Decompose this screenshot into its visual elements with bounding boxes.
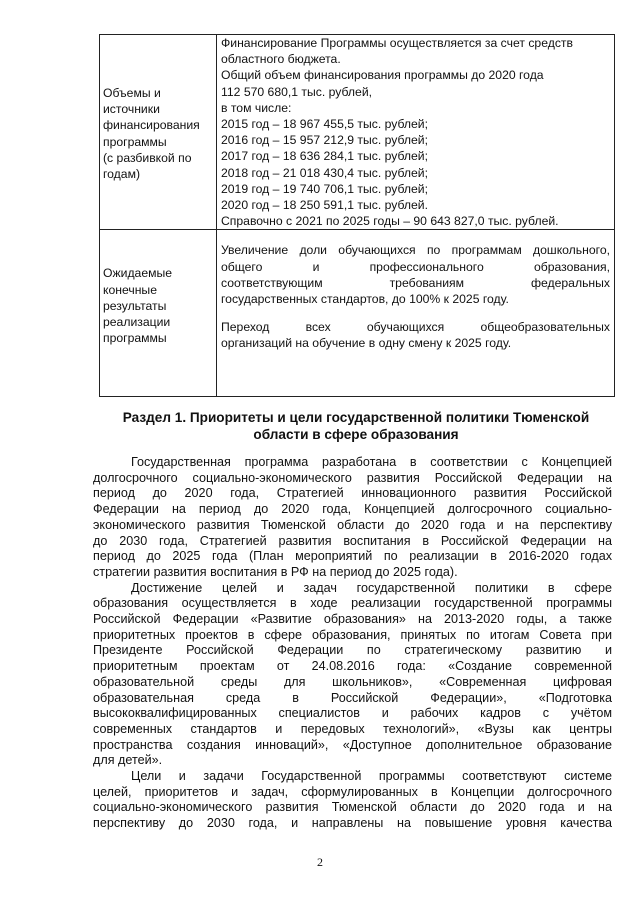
text-line: пространства создания инноваций», «Доступное дополнительное образование [93, 737, 612, 752]
text-line: результаты [103, 298, 167, 313]
text-line: Увеличение доли обучающихся по программам дошкольного, [221, 243, 610, 258]
text-line: Государственная программа разработана в соответствии с Концепцией [131, 455, 612, 469]
text-line: соответствующим требованиям федеральных [221, 275, 610, 290]
text-line: период до 2020 года, Стратегией инновационного развития Российской [93, 486, 612, 501]
text-line: образовательной среды для школьников», «Современная цифровая [93, 674, 612, 689]
text-line: образования осуществляется в ходе реализации государственной программы [93, 596, 612, 611]
text-line: долгосрочного социально-экономического развития Российской Федерации на [93, 470, 612, 485]
section-heading-line-1: Раздел 1. Приоритеты и цели государственной политики Тюменской [122, 410, 590, 425]
page-number: 2 [317, 855, 323, 869]
text-line: приоритетным проектам от 24.08.2016 года: «Создание современной [93, 659, 612, 674]
text-line: современных стандартов и передовых технологий», «Вузы как центры [93, 721, 612, 736]
results-value [217, 230, 614, 351]
results-label [100, 230, 216, 348]
text-line: 2020 год – 18 250 591,1 тыс. рублей. [221, 198, 428, 213]
text-line: Достижение целей и задач государственной политики в сфере [131, 580, 612, 595]
text-line: Ожидаемые [103, 266, 173, 281]
text-line: 112 570 680,1 тыс. рублей, [221, 84, 373, 99]
text-line: источники [103, 102, 160, 117]
text-line: программы [103, 134, 167, 149]
text-line: 2016 год – 15 957 212,9 тыс. рублей; [221, 133, 428, 148]
text-line: в том числе: [221, 100, 292, 115]
text-line: Объемы и [103, 86, 161, 100]
body-paragraph [93, 769, 612, 832]
text-line: Президенте Российской Федерации по стратегическому развитию и [93, 643, 612, 658]
text-line: Общий объем финансирования программы до 2020 года [221, 68, 544, 83]
text-line: Переход всех обучающихся общеобразовательных [221, 320, 610, 335]
text-line: приоритетных проектов в сфере образования, принятых по итогам Совета при [93, 627, 612, 642]
text-line: высококвалифицированных специалистов и рабочих кадров с учётом [93, 706, 612, 721]
text-line: реализации [103, 315, 171, 330]
financing-value [217, 35, 614, 229]
text-line: для детей». [93, 753, 163, 768]
body-paragraph [93, 581, 612, 769]
program-passport-table [99, 34, 615, 397]
section-heading [96, 410, 616, 443]
body-text [93, 455, 612, 832]
financing-value-cell [217, 35, 615, 230]
text-line: организаций на обучение в одну смену к 2025 году. [221, 336, 512, 351]
text-line: 2019 год – 19 740 706,1 тыс. рублей; [221, 181, 428, 196]
text-line: целей, приоритетов и задач, сформулированных в Концепции долгосрочного [93, 784, 612, 799]
table-row-financing [100, 35, 615, 230]
text-line: период до 2025 года (План мероприятий по реализации в 2016-2020 годах [93, 549, 612, 564]
text-line: финансирования [103, 118, 200, 133]
text-line: Цели и задачи Государственной программы соответствуют системе [131, 769, 612, 784]
text-line: 2015 год – 18 967 455,5 тыс. рублей; [221, 117, 428, 132]
text-line: (с разбивкой по [103, 150, 192, 165]
text-line: Справочно с 2021 по 2025 годы – 90 643 827,0 тыс. рублей. [221, 214, 559, 229]
text-line: экономического развития Тюменской области до 2020 года и на перспективу [93, 517, 612, 532]
text-line: 2018 год – 21 018 430,4 тыс. рублей; [221, 165, 428, 180]
text-line: Федерации на период до 2020 года, Концепцией долгосрочного социально- [93, 502, 612, 517]
text-line: программы [103, 331, 167, 346]
text-line: 2017 год – 18 636 284,1 тыс. рублей; [221, 149, 428, 164]
results-paragraph-1 [221, 242, 610, 307]
results-label-cell [100, 230, 217, 397]
text-line: перспективу до 2030 года, и направлены на повышение уровня качества [93, 816, 612, 831]
text-line: областного бюджета. [221, 52, 341, 67]
body-paragraph [93, 455, 612, 581]
text-line: Финансирование Программы осуществляется за счет средств [221, 36, 573, 50]
section-heading-line-2: области в сфере образования [253, 426, 459, 442]
results-value-cell [217, 230, 615, 397]
text-line: конечные [103, 282, 157, 297]
text-line: образовательная среда в Российской Федерации», «Подготовка [93, 690, 612, 705]
text-line: социально-экономического развития Тюменской области до 2020 года и на [93, 800, 612, 815]
financing-label [100, 35, 216, 184]
table-row-expected-results [100, 230, 615, 397]
text-line: общего и профессионального образования, [221, 259, 610, 274]
text-line: годам) [103, 167, 141, 182]
text-line: стратегии развития воспитания в РФ на период до 2025 года). [93, 564, 458, 579]
financing-label-cell [100, 35, 217, 230]
results-paragraph-2 [221, 319, 610, 351]
text-line: Российской Федерации «Развитие образования» на 2013-2020 годы, а также [93, 612, 612, 627]
text-line: государственных стандартов, до 100% к 2025 году. [221, 292, 509, 307]
text-line: до 2030 года, Стратегией развития воспитания в Российской Федерации на [93, 533, 612, 548]
